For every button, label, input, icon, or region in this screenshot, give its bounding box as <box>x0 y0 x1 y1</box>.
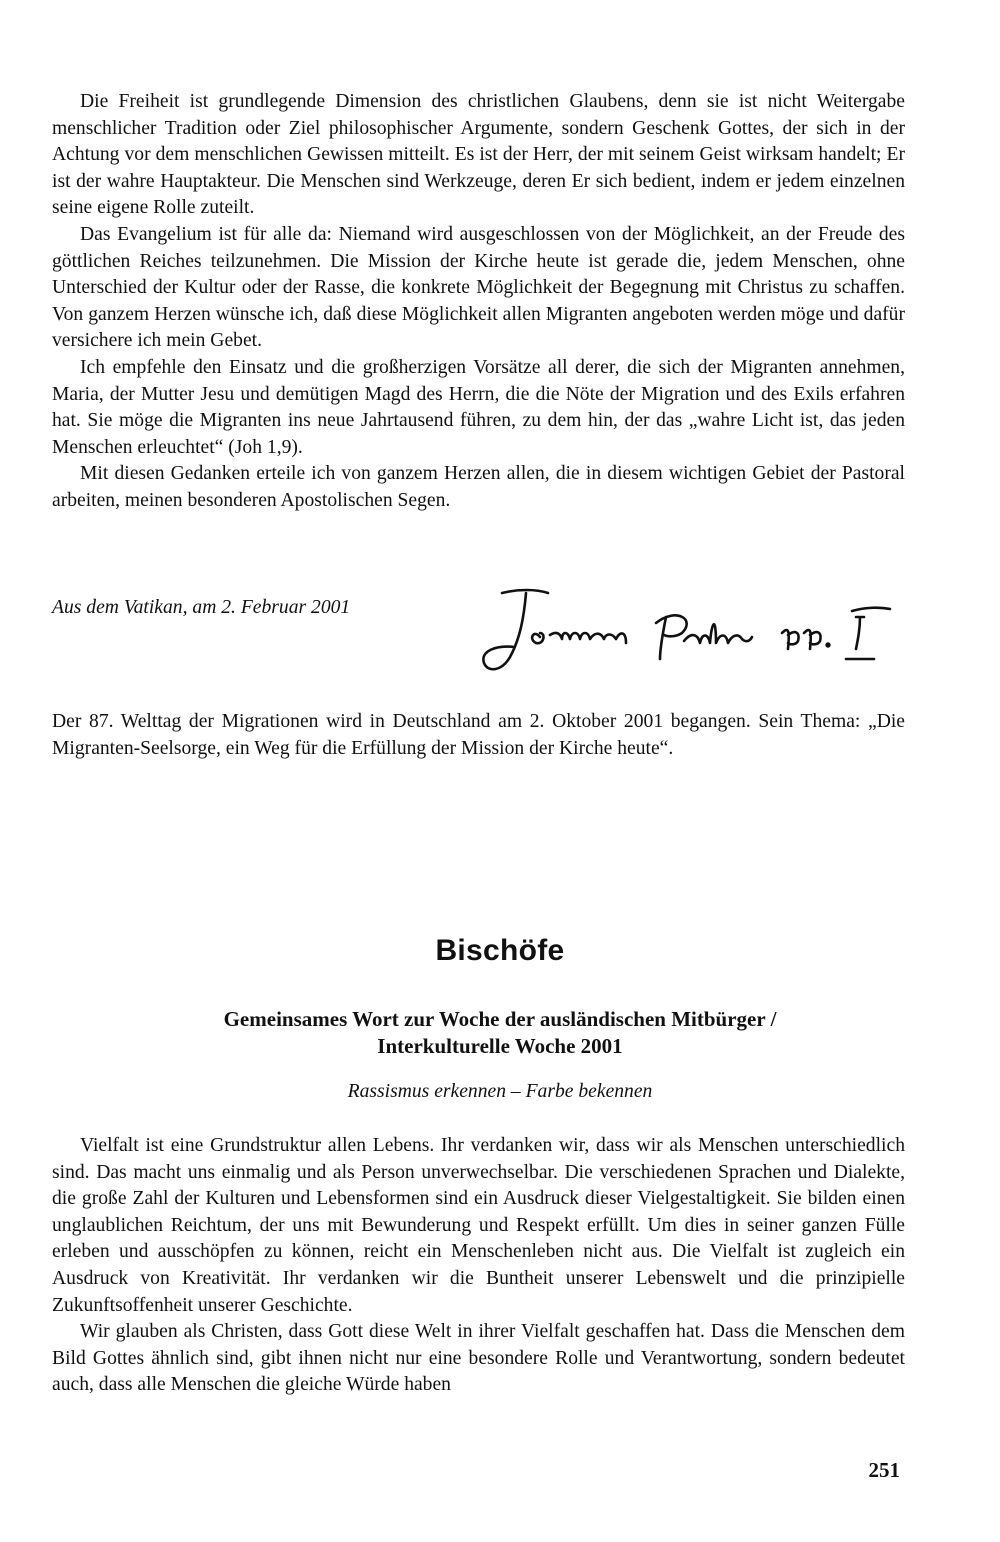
section-heading: Bischöfe <box>435 934 565 967</box>
migration-day-note <box>52 709 905 762</box>
letter-paragraph: Ich empfehle den Einsatz und die großherzigen Vorsätze all derer, die sich der Migranten annehmen, Maria, der Mutter Jesu und demütigen Magd des Herrn, die die Nöte der Migration und des Exils erfahren hat. Sie möge die Migranten ins neue Jahrtausend führen, zu dem hin, der das „wahre Licht ist, das jeden Menschen erleuchtet“ (Joh 1,9). <box>52 356 905 458</box>
handwritten-signature <box>470 587 900 679</box>
subtitle-line-1: Gemeinsames Wort zur Woche der ausländischen Mitbürger / <box>223 1007 777 1031</box>
section-paragraph: Vielfalt ist eine Grundstruktur allen Lebens. Ihr verdanken wir, dass wir als Menschen unterschiedlich sind. Das macht uns einmalig und als Person unverwechselbar. Die verschiedenen Sprachen und Dialekte, die große Zahl der Kulturen und Lebensformen sind ein Ausdruck dieser Vielgestaltigkeit. Sie bilden einen unglaublichen Reichtum, der uns mit Bewunderung und Respekt erfüllt. Um dies in seiner ganzen Fülle erleben und ausschöpfen zu können, reicht ein Menschenleben nicht aus. Die Vielfalt ist zugleich ein Ausdruck von Kreativität. Ihr verdanken wir die Buntheit unserer Lebenswelt und die prinzipielle Zukunftsoffenheit unserer Geschichte. <box>52 1135 905 1316</box>
section-subtitle <box>0 1006 1000 1060</box>
letter-paragraph: Das Evangelium ist für alle da: Niemand wird ausgeschlossen von der Möglichkeit, an der Freude des göttlichen Reiches teilzunehmen. Die Mission der Kirche heute ist gerade die, jedem Menschen, ohne Unterschied der Kultur oder der Rasse, die konkrete Möglichkeit der Begegnung mit Christus zu schaffen. Von ganzem Herzen wünsche ich, daß diese Möglichkeit allen Migranten angeboten werden möge und dafür versichere ich mein Gebet. <box>52 223 905 352</box>
letter-paragraph: Die Freiheit ist grundlegende Dimension des christlichen Glaubens, denn sie ist nicht Weitergabe menschlicher Tradition oder Ziel philosophischer Argumente, sondern Geschenk Gottes, der sich in der Achtung vor dem menschlichen Gewissen mitteilt. Es ist der Herr, der mit seinem Geist wirksam handelt; Er ist der wahre Hauptakteur. Die Menschen sind Werkzeuge, deren Er sich bedient, indem er jedem einzelnen seine eigene Rolle zuteilt. <box>52 91 905 219</box>
letter-body <box>52 89 905 515</box>
closing-line <box>52 595 905 685</box>
note-paragraph: Der 87. Welttag der Migrationen wird in Deutschland am 2. Oktober 2001 begangen. Sein Thema: „Die Migranten-Seelsorge, ein Weg für die Erfüllung der Mission der Kirche heute“. <box>52 711 905 759</box>
subtitle-line-2: Interkulturelle Woche 2001 <box>377 1034 623 1058</box>
section-body <box>52 1133 905 1399</box>
section-paragraph: Wir glauben als Christen, dass Gott diese Welt in ihrer Vielfalt geschaffen hat. Dass die Menschen dem Bild Gottes ähnlich sind, gibt ihnen nicht nur eine besondere Rolle und Verantwortung, sondern bedeutet auch, dass alle Menschen die gleiche Würde haben <box>52 1321 905 1396</box>
letter-paragraph: Mit diesen Gedanken erteile ich von ganzem Herzen allen, die in diesem wichtigen Gebiet der Pastoral arbeiten, meinen besonderen Apostolischen Segen. <box>52 463 905 511</box>
section-tagline: Rassismus erkennen – Farbe bekennen <box>347 1081 653 1102</box>
place-date: Aus dem Vatikan, am 2. Februar 2001 <box>52 597 351 618</box>
page-number: 251 <box>868 1458 900 1482</box>
